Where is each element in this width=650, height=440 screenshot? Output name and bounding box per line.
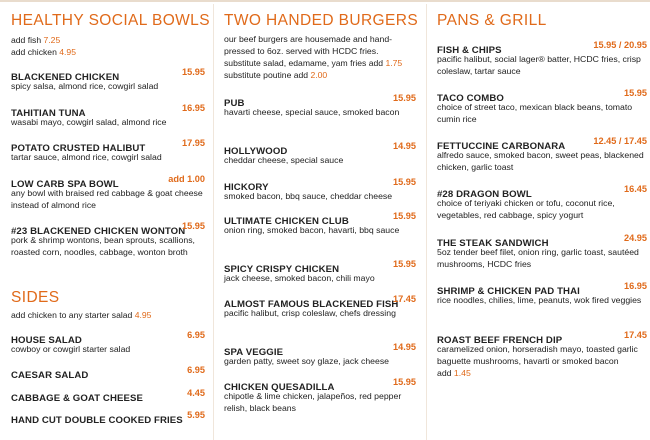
item-description: chipotle & lime chicken, jalapeños, red pepper relish, black beans: [224, 391, 402, 413]
item-description: any bowl with braised red cabbage & goat cheese instead of almond rice: [11, 188, 203, 210]
item-price: 14.95: [393, 342, 416, 352]
menu-item: [437, 184, 647, 221]
item-name: #23 BLACKENED CHICKEN WONTON: [11, 226, 186, 237]
menu-item: [11, 330, 205, 355]
item-price: 17.45: [624, 330, 647, 340]
item-description: pork & shrimp wontons, bean sprouts, scallions, roasted corn, noodles, cabbage, wonton broth: [11, 235, 195, 257]
item-description: alfredo sauce, smoked bacon, sweet peas, blackened chicken, garlic toast: [437, 150, 644, 172]
item-price: 15.95 / 20.95: [593, 40, 647, 50]
item-description: jack cheese, smoked bacon, chili mayo: [224, 273, 375, 283]
item-addon: [437, 367, 647, 379]
menu-item: [224, 259, 416, 284]
item-description: 5oz tender beef filet, onion ring, garlic toast, sautéed mushrooms, HCDC fries: [437, 247, 639, 269]
item-name: CABBAGE & GOAT CHEESE: [11, 393, 143, 404]
menu-item: [11, 174, 205, 211]
item-name: THE STEAK SANDWICH: [437, 238, 549, 249]
item-price: 15.95: [393, 177, 416, 187]
item-price: 15.95: [393, 93, 416, 103]
addon-price: 4.95: [59, 47, 76, 57]
top-rule: [0, 0, 650, 2]
item-name: HAND CUT DOUBLE COOKED FRIES: [11, 415, 183, 426]
addon-price: 4.95: [134, 310, 152, 320]
item-description: choice of teriyaki chicken or tofu, coconut rice, vegetables, red cabbage, spicy yogurt: [437, 198, 615, 220]
item-name: ALMOST FAMOUS BLACKENED FISH: [224, 299, 399, 310]
item-name: BLACKENED CHICKEN: [11, 72, 120, 83]
menu-item: [11, 410, 205, 426]
menu-item: [224, 141, 416, 166]
section-heading: SIDES: [11, 289, 60, 306]
addon-price: 7.25: [43, 35, 61, 45]
substitute-note: [224, 57, 402, 69]
menu-item: [224, 211, 416, 236]
item-name: ROAST BEEF FRENCH DIP: [437, 335, 563, 346]
menu-item: [224, 377, 416, 414]
item-name: TACO COMBO: [437, 93, 504, 104]
item-name: POTATO CRUSTED HALIBUT: [11, 143, 146, 154]
substitute-note: [224, 69, 327, 81]
item-price: 15.95: [393, 259, 416, 269]
section-heading: HEALTHY SOCIAL BOWLS: [11, 12, 210, 29]
item-description: smoked bacon, bbq sauce, cheddar cheese: [224, 191, 393, 201]
column-divider: [213, 4, 214, 440]
menu-item: [11, 103, 205, 128]
menu-item: [437, 233, 647, 270]
item-name: SHRIMP & CHICKEN PAD THAI: [437, 286, 580, 297]
item-description: pacific halibut, social lager® batter, HCDC fries, crisp coleslaw, tartar sauce: [437, 54, 641, 76]
addon-price: 1.45: [453, 368, 471, 378]
item-price: 24.95: [624, 233, 647, 243]
note-text: substitute poutine add: [224, 70, 309, 80]
item-price: 14.95: [393, 141, 416, 151]
addon-text: add chicken to any starter salad: [11, 310, 133, 320]
item-description: cheddar cheese, special sauce: [224, 155, 344, 165]
addon-note: [11, 309, 151, 321]
item-name: HOUSE SALAD: [11, 335, 82, 346]
item-price: 15.95: [624, 88, 647, 98]
item-price: 15.95: [182, 67, 205, 77]
menu-item: [437, 281, 647, 306]
addon-text: add chicken: [11, 47, 57, 57]
menu-item: [437, 330, 647, 379]
item-description: onion ring, smoked bacon, havarti, bbq sauce: [224, 225, 400, 235]
item-description: cowboy or cowgirl starter salad: [11, 344, 131, 354]
note-text: substitute salad, edamame, yam fries add: [224, 58, 384, 68]
item-name: TAHITIAN TUNA: [11, 108, 86, 119]
menu-item: [11, 67, 205, 92]
menu-item: [437, 40, 647, 77]
item-price: add 1.00: [168, 174, 205, 184]
item-name: FISH & CHIPS: [437, 45, 502, 56]
menu-item: [11, 365, 205, 381]
item-name: #28 DRAGON BOWL: [437, 189, 532, 200]
menu-item: [224, 93, 416, 118]
note-price: 2.00: [310, 70, 328, 80]
item-price: 16.95: [624, 281, 647, 291]
item-name: CHICKEN QUESADILLA: [224, 382, 335, 393]
item-description: tartar sauce, almond rice, cowgirl salad: [11, 152, 162, 162]
item-price: 17.95: [182, 138, 205, 148]
menu-item: [437, 136, 647, 173]
addon-note: [11, 34, 60, 46]
item-name: SPICY CRISPY CHICKEN: [224, 264, 340, 275]
item-name: FETTUCCINE CARBONARA: [437, 141, 566, 152]
item-description: spicy salsa, almond rice, cowgirl salad: [11, 81, 159, 91]
menu-item: [224, 294, 416, 319]
item-price: 4.45: [187, 388, 205, 398]
item-price: 12.45 / 17.45: [593, 136, 647, 146]
menu-item: [11, 388, 205, 404]
item-price: 15.95: [393, 211, 416, 221]
item-description: choice of street taco, mexican black beans, tomato cumin rice: [437, 102, 633, 124]
addon-text: add: [437, 368, 452, 378]
item-description: garden patty, sweet soy glaze, jack cheese: [224, 356, 389, 366]
column-divider: [426, 4, 427, 440]
addon-text: add fish: [11, 35, 42, 45]
section-intro: our beef burgers are housemade and hand-pressed to 6oz. served with HCDC fries.: [224, 34, 393, 56]
item-description: pacific halibut, crisp coleslaw, chefs dressing: [224, 308, 396, 318]
item-name: LOW CARB SPA BOWL: [11, 179, 119, 190]
item-price: 16.95: [182, 103, 205, 113]
item-name: CAESAR SALAD: [11, 370, 89, 381]
item-price: 16.45: [624, 184, 647, 194]
item-price: 17.45: [393, 294, 416, 304]
item-description: caramelized onion, horseradish mayo, toasted garlic baguette mushrooms, havarti or smoked bacon: [437, 344, 638, 366]
menu-item: [224, 177, 416, 202]
menu-item: [437, 88, 647, 125]
menu-item: [11, 138, 205, 163]
item-description: havarti cheese, special sauce, smoked bacon: [224, 107, 400, 117]
item-price: 15.95: [182, 221, 205, 231]
item-name: SPA VEGGIE: [224, 347, 284, 358]
item-price: 6.95: [187, 365, 205, 375]
item-description: wasabi mayo, cowgirl salad, almond rice: [11, 117, 167, 127]
menu-item: [224, 342, 416, 367]
addon-note: [11, 46, 76, 58]
item-name: ULTIMATE CHICKEN CLUB: [224, 216, 349, 227]
item-name: PUB: [224, 98, 245, 109]
section-heading: TWO HANDED BURGERS: [224, 12, 419, 29]
item-name: HICKORY: [224, 182, 269, 193]
item-name: HOLLYWOOD: [224, 146, 288, 157]
item-price: 15.95: [393, 377, 416, 387]
item-price: 5.95: [187, 410, 205, 420]
section-heading: PANS & GRILL: [437, 12, 547, 29]
menu-item: [11, 221, 205, 258]
note-price: 1.75: [385, 58, 403, 68]
item-price: 6.95: [187, 330, 205, 340]
item-description: rice noodles, chilies, lime, peanuts, wok fired veggies: [437, 295, 642, 305]
